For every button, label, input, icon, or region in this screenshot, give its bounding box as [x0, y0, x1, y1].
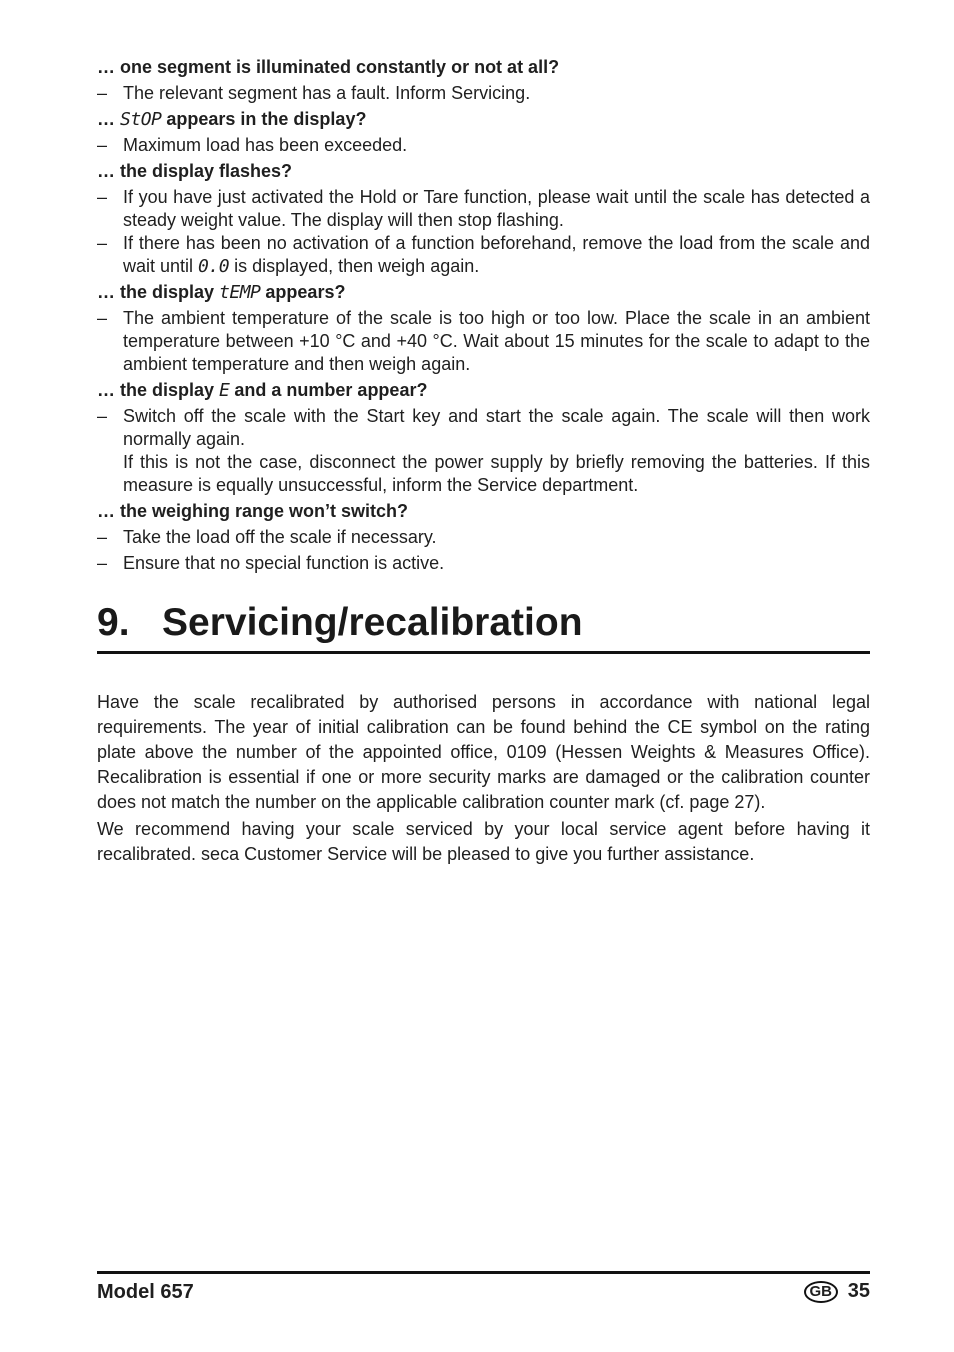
footer-right — [804, 1280, 870, 1303]
answer-range-2: – Ensure that no special function is active. — [97, 553, 445, 573]
section-body — [97, 690, 870, 869]
question-range: … the weighing range won’t switch? — [97, 501, 409, 521]
display-code-stop: StOP — [120, 109, 162, 130]
answer-flashes-2: – If there has been no activation of a function beforehand, remove the load from the scale and wait until 0.0 is displayed, then weigh again. — [97, 233, 870, 277]
section-heading: 9. Servicing/recalibration — [97, 601, 583, 644]
answer-flashes-1: – If you have just activated the Hold or Tare function, please wait until the scale has detected a steady weight value. The display will then stop flashing. — [97, 187, 870, 230]
question-temp: … the display tEMP appears? — [97, 282, 346, 303]
page-number: 35 — [847, 1280, 870, 1302]
footer-divider — [97, 1271, 870, 1274]
answer-segment: – The relevant segment has a fault. Inform Servicing. — [97, 83, 531, 103]
paragraph-servicing: We recommend having your scale serviced by your local service agent before having it recalibrated. seca Customer Service will be pleased to give you further assistance. — [97, 819, 870, 864]
section-divider — [97, 651, 870, 654]
question-flashes: … the display flashes? — [97, 161, 293, 181]
display-code-temp: tEMP — [219, 282, 261, 303]
answer-error: – Switch off the scale with the Start key and start the scale again. The scale will then work normally again. If this is not the case, disconnect the power supply by briefly removing the batteries. If this measure is equally unsuccessful, inform the Service department. — [97, 406, 870, 495]
country-badge: GB — [804, 1281, 838, 1303]
question-segment: … one segment is illuminated constantly or not at all? — [97, 57, 560, 77]
display-code-error: E — [219, 380, 230, 401]
answer-stop: – Maximum load has been exceeded. — [97, 135, 408, 155]
troubleshooting-list — [97, 56, 870, 575]
question-error: … the display E and a number appear? — [97, 380, 428, 401]
answer-temp: – The ambient temperature of the scale is too high or too low. Place the scale in an ambient temperature between +10 °C and +40 °C. Wait about 15 minutes for the scale to adapt to the ambient temperature and then weigh again. — [97, 308, 870, 374]
footer-model: Model 657 — [97, 1281, 194, 1303]
paragraph-recalibration: Have the scale recalibrated by authorised persons in accordance with national legal requirements. The year of initial calibration can be found behind the CE symbol on the rating plate above the number of the appointed office, 0109 (Hessen Weights & Measures Office). Recalibration is essential if one or more security marks are damaged or the calibration counter does not match the number on the applicable calibration counter mark (cf. page 27). — [97, 692, 870, 812]
question-stop: … StOP appears in the display? — [97, 109, 367, 130]
display-code-zero: 0.0 — [198, 256, 230, 277]
answer-range-1: – Take the load off the scale if necessary. — [97, 527, 437, 547]
